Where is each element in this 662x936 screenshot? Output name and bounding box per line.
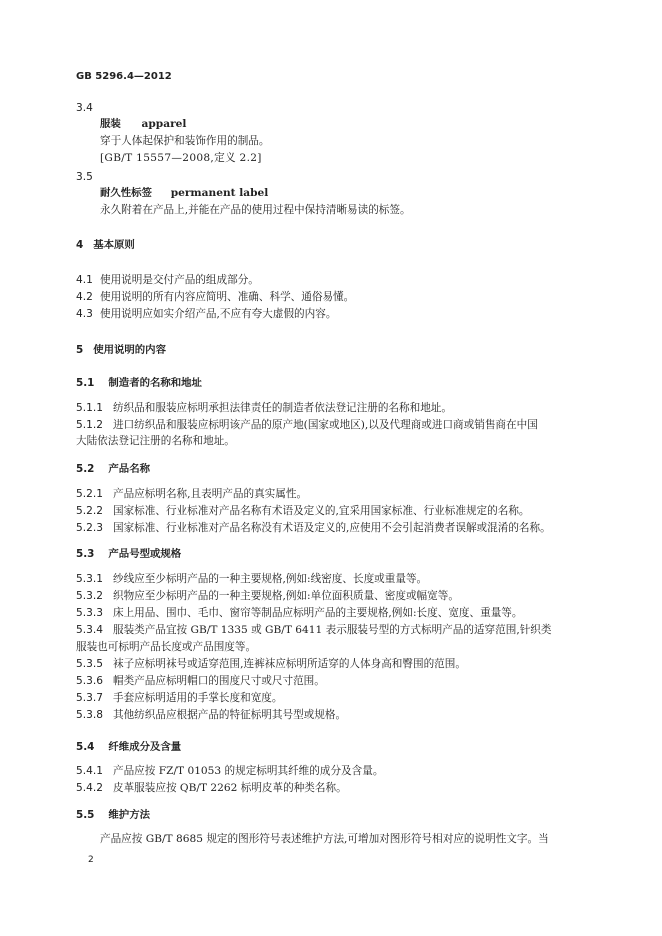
section-heading <box>76 238 135 252</box>
term-title-en: apparel <box>141 118 187 130</box>
clause <box>76 307 336 321</box>
standard-code: GB 5296.4—2012 <box>76 71 172 82</box>
clause <box>76 401 452 415</box>
clause-text: 产品应按 FZ/T 01053 的规定标明其纤维的成分及含量。 <box>113 765 384 777</box>
term-number: 3.4 <box>76 102 93 114</box>
subsection-heading <box>76 462 150 476</box>
clause-number: 4.1 <box>76 274 93 286</box>
clause-number: 5.1.2 <box>76 419 103 431</box>
clause <box>76 290 354 304</box>
clause-text: 进口纺织品和服装应标明该产品的原产地(国家或地区),以及代理商或进口商或销售商在中国 <box>113 419 538 431</box>
clause-text: 产品应标明名称,且表明产品的真实属性。 <box>113 488 308 500</box>
clause-number: 5.3.7 <box>76 692 103 704</box>
clause-number: 5.2.3 <box>76 522 103 534</box>
subsection-heading <box>76 808 150 822</box>
clause-text: 纺织品和服装应标明承担法律责任的制造者依法登记注册的名称和地址。 <box>113 402 452 414</box>
clause-continuation: 服装也可标明产品长度或产品围度等。 <box>76 641 257 653</box>
subsection-heading <box>76 547 181 561</box>
subsection-number: 5.3 <box>76 548 95 560</box>
subsection-title: 纤维成分及含量 <box>108 741 182 753</box>
clause <box>76 589 459 603</box>
clause <box>76 764 383 778</box>
term-definition: 穿于人体起保护和装饰作用的制品。 <box>100 135 270 147</box>
clause-text: 其他纺织品应根据产品的特征标明其号型或规格。 <box>113 709 347 721</box>
clause-text: 使用说明的所有内容应简明、准确、科学、通俗易懂。 <box>100 291 355 303</box>
clause <box>76 572 427 586</box>
subsection-number: 5.1 <box>76 377 95 389</box>
clause-text: 国家标准、行业标准对产品名称有术语及定义的,宜采用国家标准、行业标准规定的名称。 <box>113 505 530 517</box>
term-reference: [GB/T 15557—2008,定义 2.2] <box>100 152 262 164</box>
subsection-heading <box>76 740 181 754</box>
term-definition: 永久附着在产品上,并能在产品的使用过程中保持清晰易读的标签。 <box>100 204 411 216</box>
clause-number: 5.3.1 <box>76 573 103 585</box>
subsection-heading <box>76 376 202 390</box>
clause-number: 5.3.8 <box>76 709 103 721</box>
clause-text: 服装类产品宜按 GB/T 1335 或 GB/T 6411 表示服装号型的方式标明产品的适穿范围,针织类 <box>113 624 552 636</box>
clause <box>76 418 538 432</box>
subsection-number: 5.2 <box>76 463 95 475</box>
clause-number: 5.3.5 <box>76 658 103 670</box>
section-title: 基本原则 <box>93 239 135 251</box>
clause-text: 帽类产品应标明帽口的围度尺寸或尺寸范围。 <box>113 675 325 687</box>
clause-text: 使用说明应如实介绍产品,不应有夸大虚假的内容。 <box>100 308 337 320</box>
term-title <box>100 186 268 200</box>
subsection-title: 制造者的名称和地址 <box>108 377 202 389</box>
term-number: 3.5 <box>76 171 93 183</box>
clause <box>76 487 307 501</box>
clause <box>76 708 346 722</box>
subsection-number: 5.4 <box>76 741 95 753</box>
clause <box>76 521 551 535</box>
clause-number: 4.3 <box>76 308 93 320</box>
subsection-title: 产品号型或规格 <box>108 548 182 560</box>
paragraph: 产品应按 GB/T 8685 规定的图形符号表述维护方法,可增加对图形符号相对应的说明性文字。当 <box>100 833 549 845</box>
clause-number: 5.4.1 <box>76 765 103 777</box>
clause-continuation: 大陆依法登记注册的名称和地址。 <box>76 435 235 447</box>
clause <box>76 606 523 620</box>
clause-number: 5.2.2 <box>76 505 103 517</box>
term-title-cn: 服装 <box>100 118 121 130</box>
clause-number: 5.3.2 <box>76 590 103 602</box>
clause <box>76 674 325 688</box>
clause-number: 5.1.1 <box>76 402 103 414</box>
clause-text: 手套应标明适用的手掌长度和宽度。 <box>113 692 283 704</box>
clause <box>76 273 259 287</box>
clause-number: 5.3.6 <box>76 675 103 687</box>
section-number: 5 <box>76 344 84 356</box>
clause-number: 5.3.3 <box>76 607 103 619</box>
clause-text: 袜子应标明袜号或适穿范围,连裤袜应标明所适穿的人体身高和臀围的范围。 <box>113 658 466 670</box>
clause-text: 使用说明是交付产品的组成部分。 <box>100 274 259 286</box>
section-heading <box>76 343 166 357</box>
subsection-title: 维护方法 <box>108 809 150 821</box>
term-title-en: permanent label <box>170 187 269 199</box>
section-title: 使用说明的内容 <box>93 344 166 356</box>
clause <box>76 691 283 705</box>
subsection-title: 产品名称 <box>108 463 150 475</box>
clause-text: 国家标准、行业标准对产品名称没有术语及定义的,应使用不会引起消费者误解或混淆的名称。 <box>113 522 551 534</box>
clause-number: 5.4.2 <box>76 782 103 794</box>
clause <box>76 623 551 637</box>
clause-text: 织物应至少标明产品的一种主要规格,例如:单位面积质量、密度或幅宽等。 <box>113 590 459 602</box>
term-title-cn: 耐久性标签 <box>100 187 152 199</box>
section-number: 4 <box>76 239 84 251</box>
subsection-number: 5.5 <box>76 809 95 821</box>
clause <box>76 657 466 671</box>
page-number: 2 <box>88 855 94 865</box>
clause-text: 床上用品、围巾、毛巾、窗帘等制品应标明产品的主要规格,例如:长度、宽度、重量等。 <box>113 607 523 619</box>
clause-number: 4.2 <box>76 291 93 303</box>
clause <box>76 781 347 795</box>
clause-number: 5.3.4 <box>76 624 103 636</box>
clause-text: 皮革服装应按 QB/T 2262 标明皮革的种类名称。 <box>113 782 347 794</box>
clause <box>76 504 530 518</box>
clause-text: 纱线应至少标明产品的一种主要规格,例如:线密度、长度或重量等。 <box>113 573 428 585</box>
clause-number: 5.2.1 <box>76 488 103 500</box>
term-title <box>100 117 186 131</box>
